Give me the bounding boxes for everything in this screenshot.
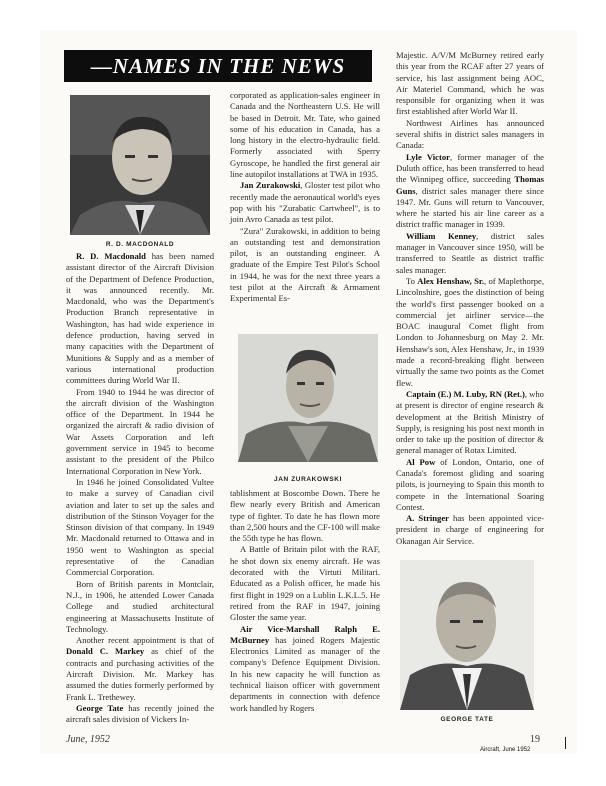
- paragraph: R. D. Macdonald has been named assistant director of the Aircraft Division of the Department of Defence Production, it was announced recently. Mr. Macdonald, who was the Department's Production Branch representative in Washington, has had wide experience in defence production, having served in many capacities with the Department of Munitions & Supply and as a member of various international production committees during World War II.: [66, 251, 214, 386]
- person-name: William Kenney: [406, 230, 477, 241]
- paragraph: Born of British parents in Montclair, N.J., in 1906, he attended Lower Canada College and studied architectural engineering at Massachusetts Institute of Technology.: [66, 578, 214, 634]
- person-name: Lyle Victor: [406, 151, 450, 162]
- paragraph: corporated as application-sales engineer in Canada and the Northeastern U.S. He will be based in Detroit. Mr. Tate, who gained some of his education in Canada, has a long history in the electro-hydraulic field. Formerly associated with Sperry Gyroscope, he handled the first general air line autopilot installations at TWA in 1935.: [230, 90, 380, 180]
- paragraph: Another recent appointment is that of Donald C. Markey as chief of the contracts and purchasing activities of the Aircraft Division. Mr. Markey has assumed the duties formerly performed by Frank L. Trethewey.: [66, 635, 215, 702]
- paragraph: Air Vice-Marshall Ralph E. McBurney has joined Rogers Majestic Electronics Limited as manager of the company's Defence Equipment Division. In his new capacity he will function as technical liaison officer with government departments in connection with defence work handled by Rogers: [230, 623, 380, 713]
- zurakowski-photo: [238, 334, 378, 462]
- paragraph: Majestic. A/V/M McBurney retired early this year from the RCAF after 27 years of service, his last assignment being AOC, Air Materiel Command, which he was responsible for organizing when it was first established after World War II.: [396, 50, 544, 117]
- macdonald-caption: R. D. MACDONALD: [105, 241, 175, 248]
- column-1: [66, 251, 214, 725]
- person-name: A. Stringer: [406, 513, 449, 524]
- column-3: [396, 50, 544, 547]
- macdonald-photo: [70, 95, 210, 235]
- print-credit: Aircraft, June 1952: [480, 747, 531, 753]
- page-title: —NAMES IN THE NEWS: [64, 50, 372, 82]
- person-name: George Tate: [76, 702, 124, 713]
- issue-date: June, 1952: [66, 734, 110, 745]
- paragraph: A Battle of Britain pilot with the RAF, he shot down six enemy aircraft. He was decorated with the Virtuti Militari. Educated as a Polish officer, he made his first flight in 1929 on a Lublin L.K.L.5. He retired from the RAF in 1947, joining Gloster the same year.: [230, 544, 380, 623]
- paragraph: In 1946 he joined Consolidated Vultee to make a survey of Canadian civil aviation and later to set up the sales and distribution of the Stinson Voyager for the Stinson division of that company. In 1949 Mr. Macdonald returned to Ottawa and in 1950 went to Washington as special representative of the Canadian Commercial Corporation.: [66, 476, 214, 578]
- portrait-image: [238, 334, 378, 462]
- column-2-bottom: [230, 488, 380, 714]
- zurakowski-caption: JAN ZURAKOWSKI: [274, 476, 342, 483]
- paragraph: From 1940 to 1944 he was director of the aircraft division of the Washington office of the Department. In 1944 he organized the aircraft & radio division of War Assets Corporation and left government service in 1945 to become assistant to the president of the Philco International Corporation in New York.: [66, 386, 214, 476]
- person-name: Air Vice-Marshall Ralph E. McBurney: [230, 623, 380, 645]
- person-name: Alex Henshaw, Sr.: [417, 275, 485, 286]
- person-name: Jan Zurakowski: [240, 180, 301, 191]
- paragraph: "Zura" Zurakowski, in addition to being an outstanding test and demonstration pilot, is an outstanding engineer. A graduate of the Empire Test Pilot's School in 1944, he was for the next three years a test pilot at the Aircraft & Armament Experimental Es-: [230, 225, 380, 304]
- tate-photo: [400, 560, 534, 710]
- portrait-image: [70, 95, 210, 235]
- page-number: 19: [530, 734, 540, 745]
- person-name: Donald C. Markey: [66, 646, 145, 657]
- paragraph: George Tate has recently joined the aircraft sales division of Vickers In-: [66, 702, 215, 725]
- tate-caption: GEORGE TATE: [440, 716, 494, 723]
- person-name: Thomas Guns: [396, 174, 544, 196]
- person-name: Al Pow: [406, 456, 436, 467]
- paragraph: Captain (E.) M. Luby, RN (Ret.), who at present is director of engine research & development at the British Ministry of Supply, is resigning his post next month in order to take up the position of director & general manager of Rotax Limited.: [396, 388, 544, 456]
- paragraph: Jan Zurakowski, Gloster test pilot who recently made the aeronautical world's eyes pop with his "Zurabatic Cartwheel", is to join Avro Canada as test pilot.: [230, 180, 380, 225]
- person-name: R. D. Macdonald: [76, 251, 146, 261]
- person-name: Captain (E.) M. Luby, RN (Ret.): [406, 388, 525, 399]
- paragraph: William Kenney, district sales manager in Vancouver since 1950, will be transferred to Seattle as district traffic sales manager.: [396, 230, 544, 275]
- margin-mark: [565, 737, 566, 749]
- portrait-image: [400, 560, 534, 710]
- paragraph: Lyle Victor, former manager of the Duluth office, has been transferred to head the Winnipeg office, succeeding Thomas Guns, district sales manager there since 1947. Mr. Guns will return to Vancouver, where he started his air line career as a district traffic manager in 1939.: [396, 151, 544, 230]
- column-2-top: [230, 90, 380, 305]
- paragraph: tablishment at Boscombe Down. There he flew nearly every British and American type of fighter. To date he has flown more than 2,500 hours and the CF-100 will make the 55th type he has flown.: [230, 488, 380, 544]
- paragraph: A. Stringer has been appointed vice-president in charge of engineering for Okanagan Air Service.: [396, 513, 544, 546]
- paragraph: Northwest Airlines has announced several shifts in district sales managers in Canada:: [396, 117, 544, 151]
- paragraph: Al Pow of London, Ontario, one of Canada's foremost gliding and soaring pilots, is journeying to Spain this month to compete in the International Soaring Contest.: [396, 456, 545, 512]
- paragraph: To Alex Henshaw, Sr., of Maplethorpe, Lincolnshire, goes the distinction of being the world's first passenger booked on a commercial jet airliner service—the BOAC inaugural Comet flight from London to Johannesburg on May 2. Mr. Henshaw's son, Alex Henshaw, Jr., in 1939 made a record-breaking flight between virtually the same two points as the Comet flew.: [396, 275, 544, 388]
